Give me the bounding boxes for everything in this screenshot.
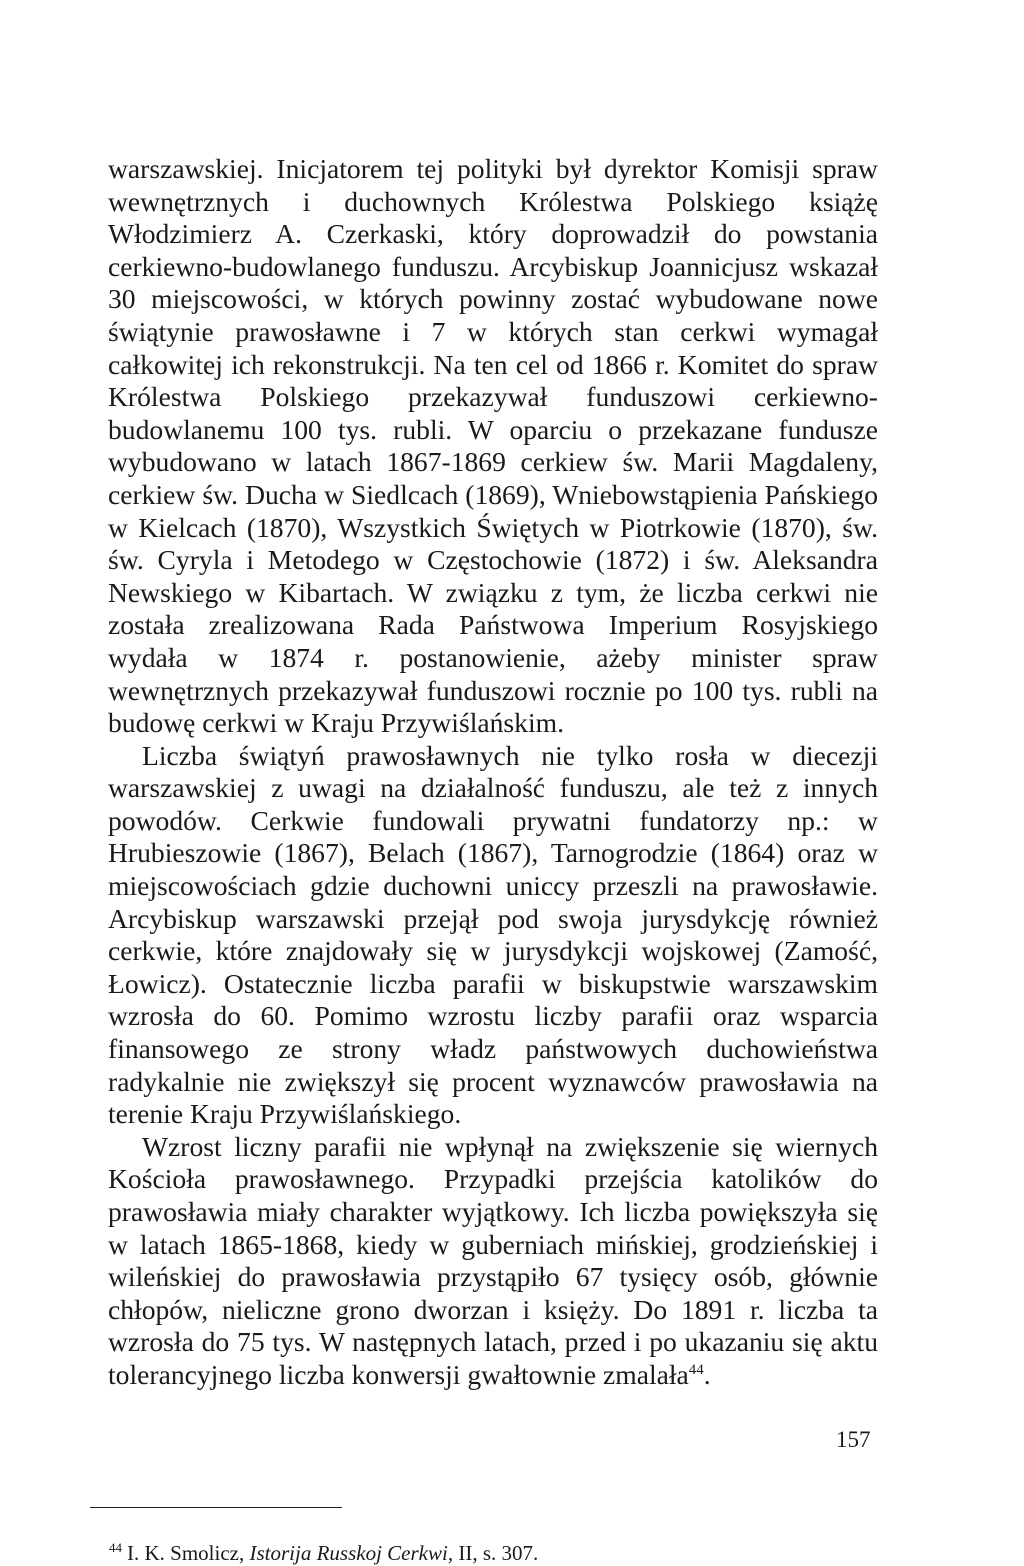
paragraph-end-marker: . bbox=[703, 1358, 711, 1390]
paragraph-1: warszawskiej. Inicjatorem tej polityki był dyrektor Komisji spraw wewnętrznych i duchownych Królestwa Polskiego książę Włodzimierz A. Czerkaski, który doprowadził do powstania cerkiewno-budowlanego funduszu. Arcybiskup Joannicjusz wskazał 30 miejscowości, w których powinny zostać wybudowane nowe świątynie prawosławne i 7 w których stan cerkwi wymagał całkowitej ich rekonstrukcji. Na ten cel od 1866 r. Komitet do spraw Królestwa Polskiego przekazywał funduszowi cerkiewno-budowlanemu 100 tys. rubli. W oparciu o przekazane fundusze wybudowano w latach 1867-1869 cerkiew św. Marii Magdaleny, cerkiew św. Ducha w Siedlcach (1869), Wniebowstąpienia Pańskiego w Kielcach (1870), Wszystkich Świętych w Piotrkowie (1870), św. św. Cyryla i Metodego w Częstochowie (1872) i św. Aleksandra Newskiego w Kibartach. W związku z tym, że liczba cerkwi nie została zrealizowana Rada Państwowa Imperium Rosyjskiego wydała w 1874 r. postanowienie, ażeby minister spraw wewnętrznych przekazywał funduszowi rocznie po 100 tys. rubli na budowę cerkwi w Kraju Przywiślańskim. bbox=[108, 153, 878, 739]
paragraph-2: Liczba świątyń prawosławnych nie tylko rosła w diecezji warszawskiej z uwagi na działalność funduszu, ale też z innych powodów. Cerkwie fundowali prywatni fundatorzy np.: w Hrubieszowie (1867), Belach (1867), Tarnogrodzie (1864) oraz w miejscowościach gdzie duchowni uniccy przeszli na prawosławie. Arcybiskup warszawski przejął pod swoja jurysdykcję również cerkwie, które znajdowały się w jurysdykcji wojskowej (Zamość, Łowicz). Ostatecznie liczba parafii w biskupstwie warszawskim wzrosła do 60. Pomimo wzrostu liczby parafii oraz wsparcia finansowego ze strony władz państwowych duchowieństwa radykalnie nie zwiększył się procent wyznawców prawosławia na terenie Kraju Przywiślańskiego. bbox=[108, 739, 878, 1130]
page-number: 157 bbox=[836, 1427, 871, 1452]
footnote-rest: II, s. 307. bbox=[458, 1541, 539, 1565]
paragraph-3-text: Wzrost liczny parafii nie wpłynął na zwiększenie się wiernych Kościoła prawosławnego. Przypadki przejścia katolików do prawosławia miały charakter wyjątkowy. Ich liczba powiększyła się w latach 1865-1868, kiedy w guberniach mińskiej, grodzieńskiej i wileńskiej do prawosławia przystąpiło 67 tysięcy osób, głównie chłopów, nieliczne grono dworzan i księży. Do 1891 r. liczba ta wzrosła do 75 tys. W następnych latach, przed i po ukazaniu się aktu tolerancyjnego liczba konwersji gwałtownie zmalała bbox=[108, 1130, 878, 1390]
main-text bbox=[108, 153, 878, 1392]
footnote bbox=[109, 1540, 879, 1566]
footnote-title: Istorija Russkoj Cerkwi, bbox=[249, 1541, 454, 1565]
footnote-author: I. K. Smolicz, bbox=[127, 1541, 245, 1565]
footnote-reference: 44 bbox=[688, 1361, 704, 1378]
footnote-number: 44 bbox=[109, 1540, 122, 1555]
footnote-separator bbox=[90, 1507, 342, 1508]
paragraph-3 bbox=[108, 1131, 878, 1392]
